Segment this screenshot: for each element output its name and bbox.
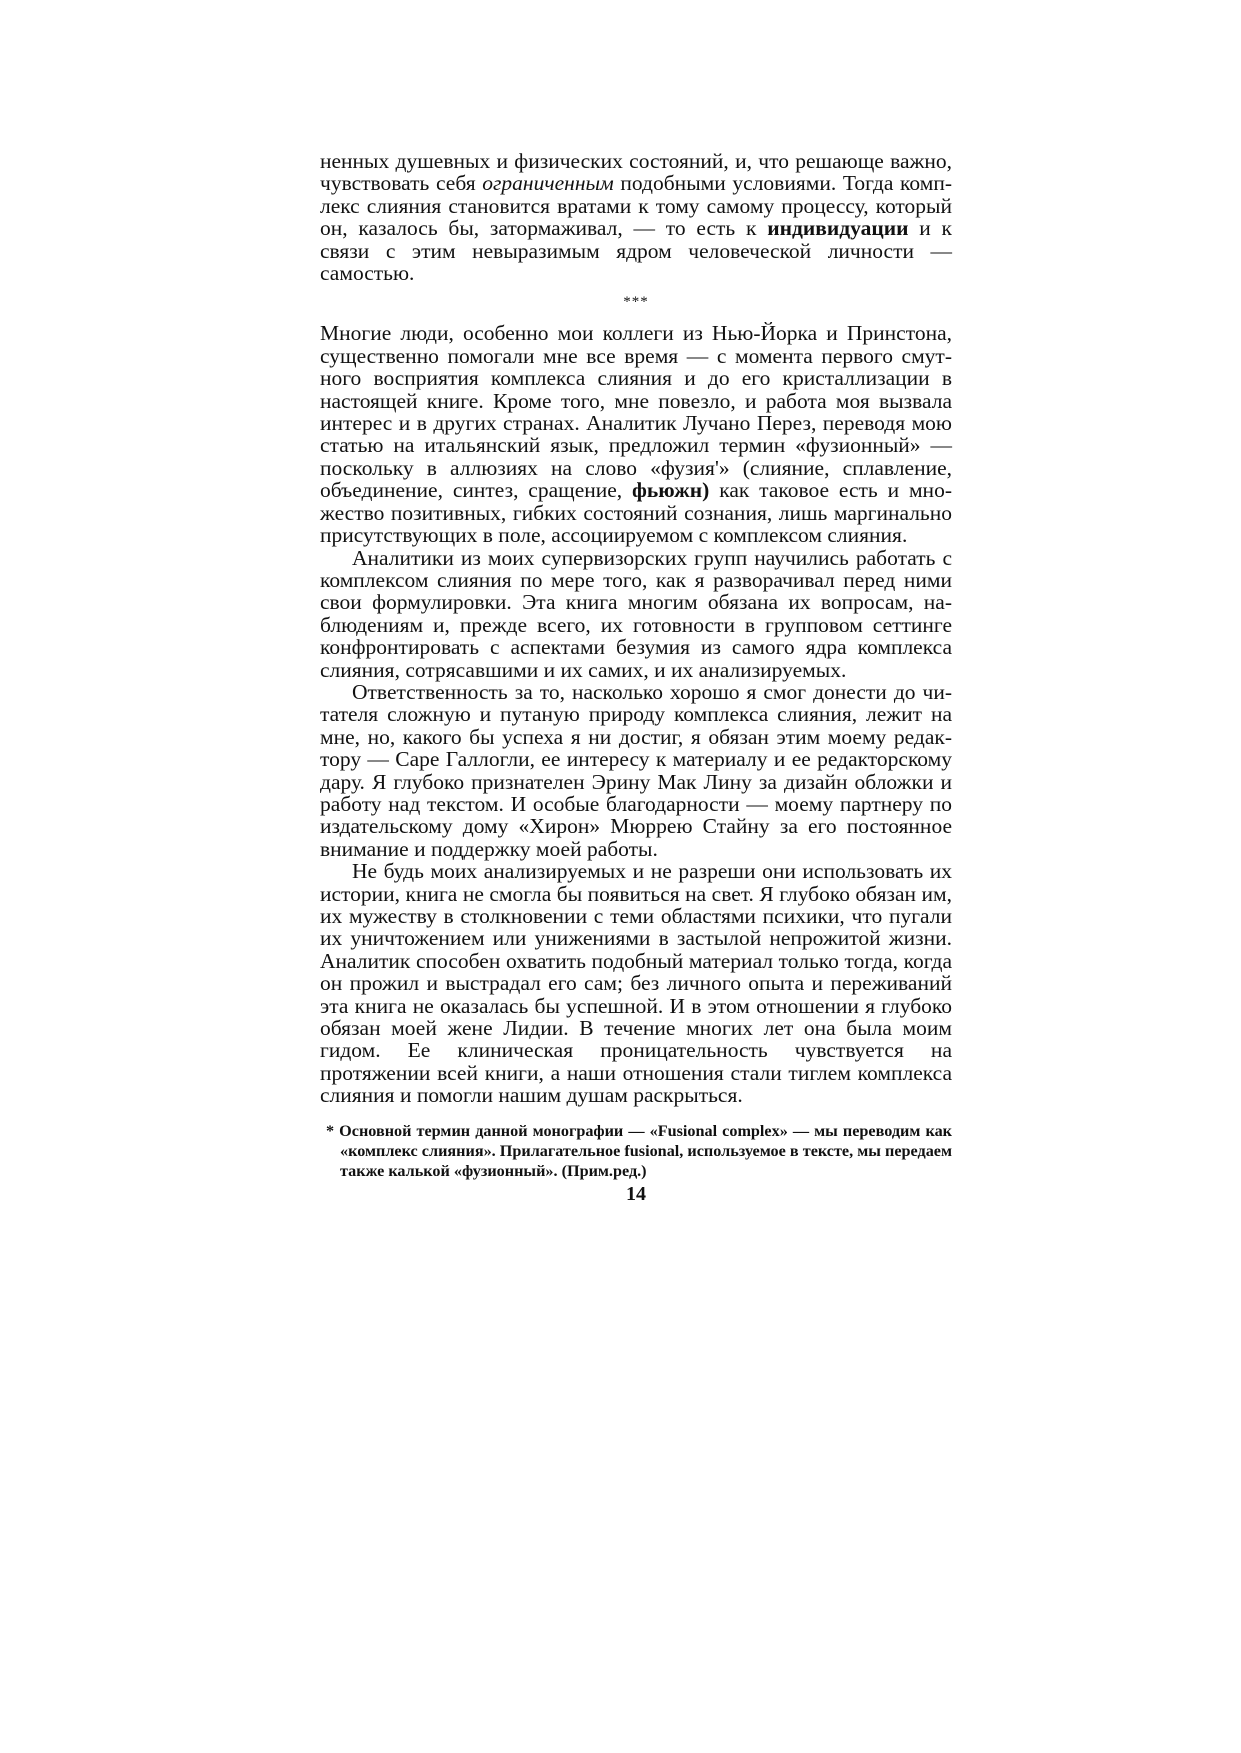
main-text-column	[320, 150, 952, 1181]
page-number: 14	[626, 1183, 646, 1205]
ack1-text-part1: Многие люди, особенно мои коллеги из Нью-Йорка и Принстона, существенно помогали мне все время — с момента первого смутного восприятия комплекса слияния и до его кристаллизации в настоящей книге. Кроме того, мне повезло, и работа моя вызвала интерес и в других странах. Аналитик Лучано Перез, переводя мою статью на итальянский язык, предложил термин «фузионный» — поскольку в аллюзиях на слово «фузия'» (слияние, сплавление, объединение, синтез, сращение,	[320, 321, 952, 503]
section-separator: ***	[623, 294, 649, 311]
intro-paragraph	[320, 150, 952, 284]
footnote: * Основной термин данной монографии — «Fusional complex» — мы переводим как «комплекс слияния». Прилагательное fusional, используемое в тексте, мы передаем также калькой «фузионный». (Прим.ред.)	[326, 1121, 952, 1180]
intro-text-part3: и к связи с этим невыразимым ядром человеческой личности — самостью.	[320, 216, 952, 286]
acknowledgments-paragraph-2: Аналитики из моих супервизорских групп научились работать с комплексом слияния по мере того, как я разворачивал перед ними свои формулировки. Эта книга многим обязана их вопросам, наблюдениям и, прежде всего, их готовности в групповом сеттинге конфронтировать с аспектами безумия из самого ядра комплекса слияния, сотрясавшими и их самих, и их анализируемых.	[320, 545, 952, 682]
intro-bold-term: индивидуации	[767, 216, 909, 241]
intro-text-part1: ненных душевных и физических состояний, и, что решающе важно, чувствовать себя	[320, 149, 952, 196]
acknowledgments-paragraph-1	[320, 322, 952, 546]
ack1-text-part2: как таковое есть и множество позитивных, гибких состояний сознания, лишь маргинально присутствующих в поле, ассоциируемом с комплексом слияния.	[320, 478, 952, 548]
acknowledgments-paragraph-3: Ответственность за то, насколько хорошо я смог донести до читателя сложную и путаную природу комплекса слияния, лежит на мне, но, какого бы успеха я ни достиг, я обязан этим моему редактору — Саре Галлогли, ее интересу к материалу и ее редакторскому дару. Я глубоко признателен Эрину Мак Лину за дизайн обложки и работу над текстом. И особые благодарности — моему партнеру по издательскому дому «Хирон» Мюррею Стайну за его постоянное внимание и поддержку моей работы.	[320, 679, 952, 861]
ack1-bold-term: фьюжн)	[632, 478, 710, 503]
intro-emphasis: ограниченным	[482, 171, 614, 196]
acknowledgments-paragraph-4: Не будь моих анализируемых и не разреши они использовать их истории, книга не смогла бы появиться на свет. Я глубоко обязан им, их мужеству в столкновении с теми областями психики, что пугали их уничтожением или унижениями в застылой непрожитой жизни. Аналитик способен охватить подобный материал только тогда, когда он прожил и выстрадал его сам; без личного опыта и переживаний эта книга не оказалась бы успешной. И в этом отношении я глубоко обязан моей жене Лидии. В течение многих лет она была моим гидом. Ее клиническая проницательность чувствуется на протяжении всей книги, а наши отношения стали тиглем комплекса слияния и помогли нашим душам раскрыться.	[320, 859, 952, 1108]
intro-text-part2: подобными условиями. Тогда комплекс слияния становится вратами к тому самому процессу, который он, казалось бы, затормаживал, — то есть к	[320, 171, 952, 241]
